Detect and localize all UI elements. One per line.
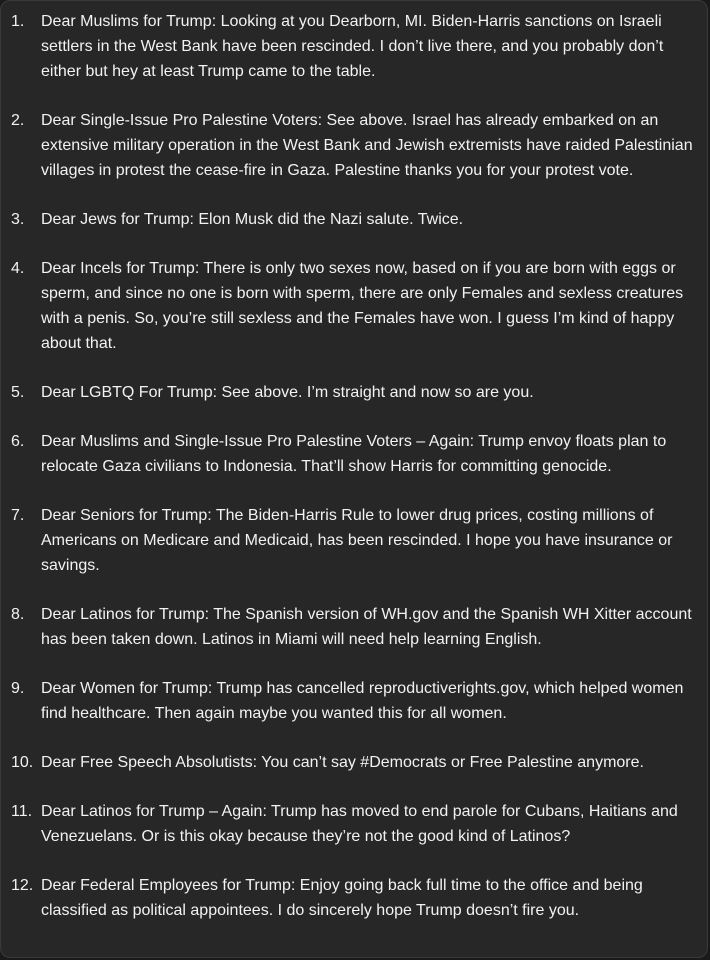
list-item <box>11 380 693 405</box>
list-item <box>11 256 693 356</box>
item-text: Dear LGBTQ For Trump: See above. I’m straight and now so are you. <box>41 384 534 401</box>
item-number: 11. <box>11 803 33 820</box>
item-number: 5. <box>11 384 25 401</box>
item-number: 9. <box>11 680 25 697</box>
list-item <box>11 750 693 775</box>
item-text: Dear Muslims for Trump: Looking at you Dearborn, MI. Biden-Harris sanctions on Israeli settlers in the West Bank have been rescinded. I don’t live there, and you probably don’t either but hey at least Trump came to the table. <box>41 13 664 80</box>
item-text: Dear Jews for Trump: Elon Musk did the Nazi salute. Twice. <box>41 211 464 228</box>
item-number: 2. <box>11 112 25 129</box>
item-text: Dear Free Speech Absolutists: You can’t say #Democrats or Free Palestine anymore. <box>41 754 644 771</box>
list-item <box>11 873 693 923</box>
item-text: Dear Women for Trump: Trump has cancelled reproductiverights.gov, which helped women find healthcare. Then again maybe you wanted this for all women. <box>41 680 684 722</box>
item-text: Dear Federal Employees for Trump: Enjoy going back full time to the office and being classified as political appointees. I do sincerely hope Trump doesn’t fire you. <box>41 877 643 919</box>
list-item <box>11 429 693 479</box>
item-text: Dear Seniors for Trump: The Biden-Harris Rule to lower drug prices, costing millions of Americans on Medicare and Medicaid, has been rescinded. I hope you have insurance or savings. <box>41 507 673 574</box>
item-text: Dear Latinos for Trump: The Spanish version of WH.gov and the Spanish WH Xitter account has been taken down. Latinos in Miami will need help learning English. <box>41 606 692 648</box>
item-text: Dear Muslims and Single-Issue Pro Palestine Voters – Again: Trump envoy floats plan to relocate Gaza civilians to Indonesia. That’ll show Harris for committing genocide. <box>41 433 667 475</box>
item-number: 1. <box>11 13 25 30</box>
list-item <box>11 799 693 849</box>
list-item <box>11 108 693 183</box>
item-text: Dear Latinos for Trump – Again: Trump has moved to end parole for Cubans, Haitians and Venezuelans. Or is this okay because they’re not the good kind of Latinos? <box>41 803 678 845</box>
item-text: Dear Single-Issue Pro Palestine Voters: See above. Israel has already embarked on an extensive military operation in the West Bank and Jewish extremists have raided Palestinian villages in protest the cease-fire in Gaza. Palestine thanks you for your protest vote. <box>41 112 693 179</box>
item-number: 3. <box>11 211 25 228</box>
item-number: 7. <box>11 507 25 524</box>
item-number: 10. <box>11 754 34 771</box>
item-text: Dear Incels for Trump: There is only two sexes now, based on if you are born with eggs or sperm, and since no one is born with sperm, there are only Females and sexless creatures with a penis. So, you’re still sexless and the Females have won. I guess I’m kind of happy about that. <box>41 260 684 352</box>
list-item <box>11 207 693 232</box>
list-item <box>11 9 693 84</box>
numbered-list <box>1 1 707 923</box>
item-number: 12. <box>11 877 34 894</box>
item-number: 4. <box>11 260 25 277</box>
list-item <box>11 676 693 726</box>
list-item <box>11 503 693 578</box>
item-number: 6. <box>11 433 25 450</box>
item-number: 8. <box>11 606 25 623</box>
list-item <box>11 602 693 652</box>
